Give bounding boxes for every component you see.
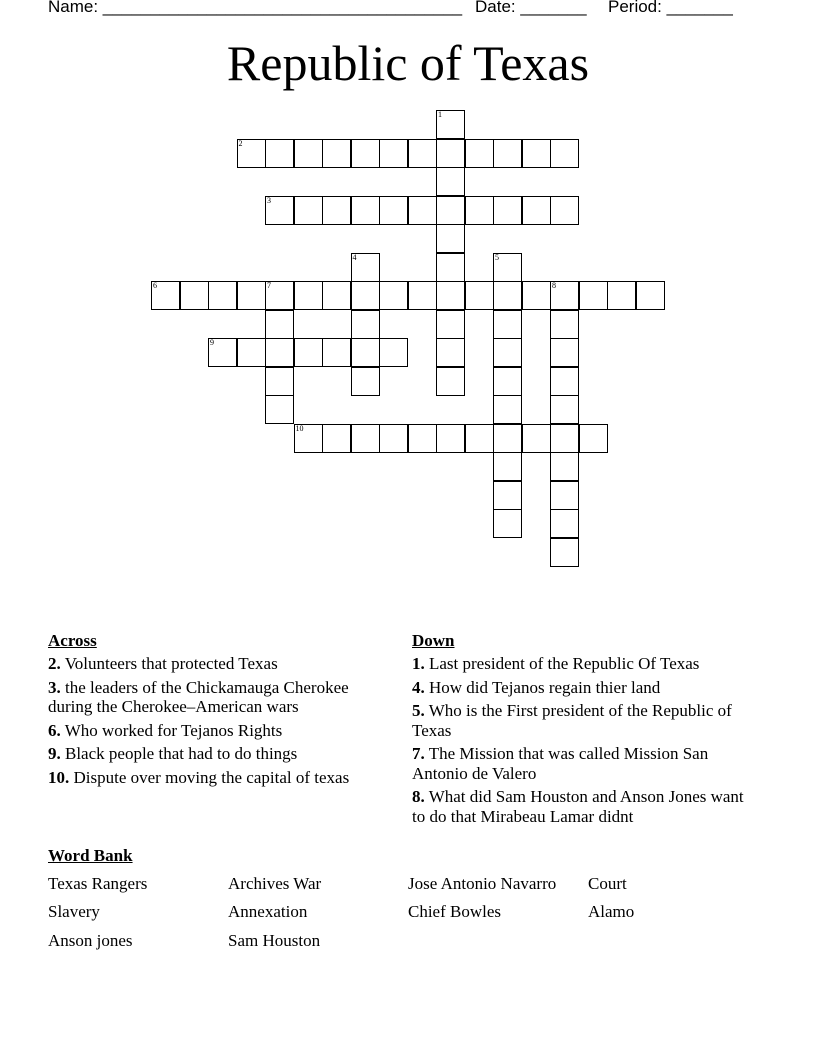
word-bank-item: Chief Bowles	[408, 902, 502, 921]
grid-cell[interactable]	[550, 281, 579, 310]
grid-cell[interactable]	[550, 338, 579, 367]
grid-cell[interactable]	[265, 395, 294, 424]
word-bank-item: Sam Houston	[228, 931, 321, 950]
grid-cell[interactable]	[322, 196, 351, 225]
word-bank-item: Alamo	[588, 902, 635, 921]
clue-item	[412, 701, 752, 740]
clue-number-label: 10.	[48, 767, 70, 787]
clue-number-label: 7.	[412, 744, 425, 763]
grid-cell[interactable]	[351, 139, 380, 168]
grid-cell[interactable]	[465, 281, 494, 310]
clue-item	[48, 654, 388, 674]
grid-cell[interactable]	[493, 395, 522, 424]
grid-cell[interactable]	[522, 281, 551, 310]
across-heading: Across	[48, 631, 97, 650]
grid-cell[interactable]	[237, 281, 266, 310]
clue-number-label: 9.	[48, 744, 61, 763]
grid-cell[interactable]	[436, 310, 465, 339]
down-heading: Down	[412, 631, 455, 650]
grid-cell[interactable]	[436, 196, 465, 225]
grid-cell[interactable]	[379, 196, 408, 225]
word-bank-item: Texas Rangers	[48, 874, 148, 893]
clue-item	[48, 721, 388, 741]
grid-cell[interactable]	[436, 110, 465, 139]
grid-cell[interactable]	[550, 367, 579, 396]
grid-cell[interactable]	[436, 253, 465, 282]
clue-item	[412, 678, 752, 698]
grid-cell[interactable]	[379, 338, 408, 367]
down-clues	[412, 630, 752, 830]
word-bank-item: Anson jones	[48, 931, 133, 950]
grid-cell[interactable]	[493, 481, 522, 510]
grid-cell[interactable]	[550, 395, 579, 424]
word-bank-item: Archives War	[228, 874, 322, 893]
grid-cell[interactable]	[322, 281, 351, 310]
clue-number: 1	[438, 110, 442, 119]
grid-cell[interactable]	[522, 196, 551, 225]
clue-number: 6	[153, 281, 157, 290]
clue-item	[48, 768, 388, 788]
grid-cell[interactable]	[550, 481, 579, 510]
grid-cell[interactable]	[180, 281, 209, 310]
clue-number-label: 5.	[412, 701, 425, 720]
grid-cell[interactable]	[351, 424, 380, 453]
grid-cell[interactable]	[550, 538, 579, 567]
grid-cell[interactable]	[550, 452, 579, 481]
clue-item	[48, 678, 388, 717]
grid-cell[interactable]	[493, 424, 522, 453]
grid-cell[interactable]	[379, 139, 408, 168]
clue-text: Last president of the Republic Of Texas	[429, 654, 700, 673]
grid-cell[interactable]	[550, 139, 579, 168]
grid-cell[interactable]	[436, 224, 465, 253]
grid-cell[interactable]	[493, 253, 522, 282]
grid-cell[interactable]	[208, 281, 237, 310]
clue-text: Who worked for Tejanos Rights	[64, 720, 283, 740]
grid-cell[interactable]	[465, 424, 494, 453]
date-field[interactable]: Date: _______	[475, 0, 587, 16]
grid-cell[interactable]	[579, 424, 608, 453]
grid-cell[interactable]	[436, 338, 465, 367]
grid-cell[interactable]	[351, 367, 380, 396]
grid-cell[interactable]	[351, 281, 380, 310]
grid-cell[interactable]	[265, 281, 294, 310]
clue-number: 2	[238, 138, 243, 148]
clue-text: Dispute over moving the capital of texas	[73, 767, 350, 787]
clue-item	[412, 787, 752, 826]
clue-item	[412, 744, 752, 783]
clue-text: The Mission that was called Mission San Antonio de Valero	[412, 744, 709, 783]
grid-cell[interactable]	[436, 281, 465, 310]
clue-number: 4	[352, 252, 357, 262]
grid-cell[interactable]	[493, 139, 522, 168]
word-bank-item: Annexation	[228, 902, 308, 921]
grid-cell[interactable]	[408, 196, 437, 225]
grid-cell[interactable]	[294, 338, 323, 367]
clue-text: What did Sam Houston and Anson Jones want to do that Mirabeau Lamar didnt	[412, 787, 744, 826]
page-title: Republic of Texas	[226, 35, 590, 91]
grid-cell[interactable]	[522, 139, 551, 168]
word-bank-heading: Word Bank	[48, 846, 133, 865]
grid-cell[interactable]	[408, 281, 437, 310]
grid-cell[interactable]	[379, 424, 408, 453]
grid-cell[interactable]	[351, 338, 380, 367]
grid-cell[interactable]	[351, 196, 380, 225]
grid-cell[interactable]	[322, 338, 351, 367]
grid-cell[interactable]	[493, 196, 522, 225]
grid-cell[interactable]	[493, 281, 522, 310]
grid-cell[interactable]	[436, 167, 465, 196]
clue-number: 10	[295, 423, 304, 433]
grid-cell[interactable]	[408, 139, 437, 168]
across-clues	[48, 630, 388, 791]
grid-cell[interactable]	[493, 509, 522, 538]
grid-cell[interactable]	[550, 424, 579, 453]
grid-cell[interactable]	[493, 452, 522, 481]
grid-cell[interactable]	[607, 281, 636, 310]
clue-item	[412, 654, 752, 674]
clue-number-label: 1.	[412, 654, 425, 673]
grid-cell[interactable]	[151, 281, 180, 310]
grid-cell[interactable]	[493, 338, 522, 367]
grid-cell[interactable]	[294, 424, 323, 453]
grid-cell[interactable]	[322, 139, 351, 168]
grid-cell[interactable]	[379, 281, 408, 310]
clue-number: 8	[552, 281, 556, 290]
grid-cell[interactable]	[265, 367, 294, 396]
grid-cell[interactable]	[351, 310, 380, 339]
clue-number: 5	[495, 252, 499, 262]
grid-cell[interactable]	[636, 281, 665, 310]
grid-cell[interactable]	[408, 424, 437, 453]
grid-cell[interactable]	[322, 424, 351, 453]
grid-cell[interactable]	[550, 196, 579, 225]
word-bank-item: Jose Antonio Navarro	[408, 874, 557, 893]
word-bank-item: Slavery	[48, 902, 100, 921]
grid-cell[interactable]	[208, 338, 237, 367]
grid-cell[interactable]	[294, 139, 323, 168]
clue-number-label: 8.	[412, 787, 425, 806]
clue-text: Who is the First president of the Republic of Texas	[412, 701, 732, 740]
grid-cell[interactable]	[294, 281, 323, 310]
grid-cell[interactable]	[237, 139, 266, 168]
grid-cell[interactable]	[265, 139, 294, 168]
clue-item	[48, 744, 388, 764]
clue-number-label: 2.	[48, 654, 61, 673]
grid-cell[interactable]	[265, 338, 294, 367]
clue-text: How did Tejanos regain thier land	[429, 677, 661, 697]
grid-cell[interactable]	[436, 139, 465, 168]
grid-cell[interactable]	[493, 367, 522, 396]
grid-cell[interactable]	[493, 310, 522, 339]
clue-number-label: 3.	[48, 677, 61, 697]
clue-text: Volunteers that protected Texas	[64, 654, 278, 673]
grid-cell[interactable]	[265, 196, 294, 225]
grid-cell[interactable]	[465, 139, 494, 168]
grid-cell[interactable]	[522, 424, 551, 453]
grid-cell[interactable]	[436, 424, 465, 453]
clue-number: 7	[267, 281, 271, 290]
grid-cell[interactable]	[550, 310, 579, 339]
clue-number: 9	[210, 338, 214, 347]
word-bank-item: Court	[588, 874, 627, 893]
grid-cell[interactable]	[436, 367, 465, 396]
clue-number-label: 4.	[412, 677, 425, 697]
period-field[interactable]: Period: _______	[608, 0, 733, 16]
grid-cell[interactable]	[550, 509, 579, 538]
grid-cell[interactable]	[265, 310, 294, 339]
clue-number-label: 6.	[48, 720, 61, 740]
grid-cell[interactable]	[237, 338, 266, 367]
clue-number: 3	[267, 195, 271, 205]
down-list	[412, 654, 752, 826]
clue-text: the leaders of the Chickamauga Cherokee during the Cherokee–American wars	[48, 677, 349, 716]
grid-cell[interactable]	[579, 281, 608, 310]
grid-cell[interactable]	[351, 253, 380, 282]
grid-cell[interactable]	[465, 196, 494, 225]
grid-cell[interactable]	[294, 196, 323, 225]
name-field[interactable]: Name: ______________________________________	[48, 0, 463, 16]
across-list	[48, 654, 388, 787]
clue-text: Black people that had to do things	[65, 744, 298, 763]
